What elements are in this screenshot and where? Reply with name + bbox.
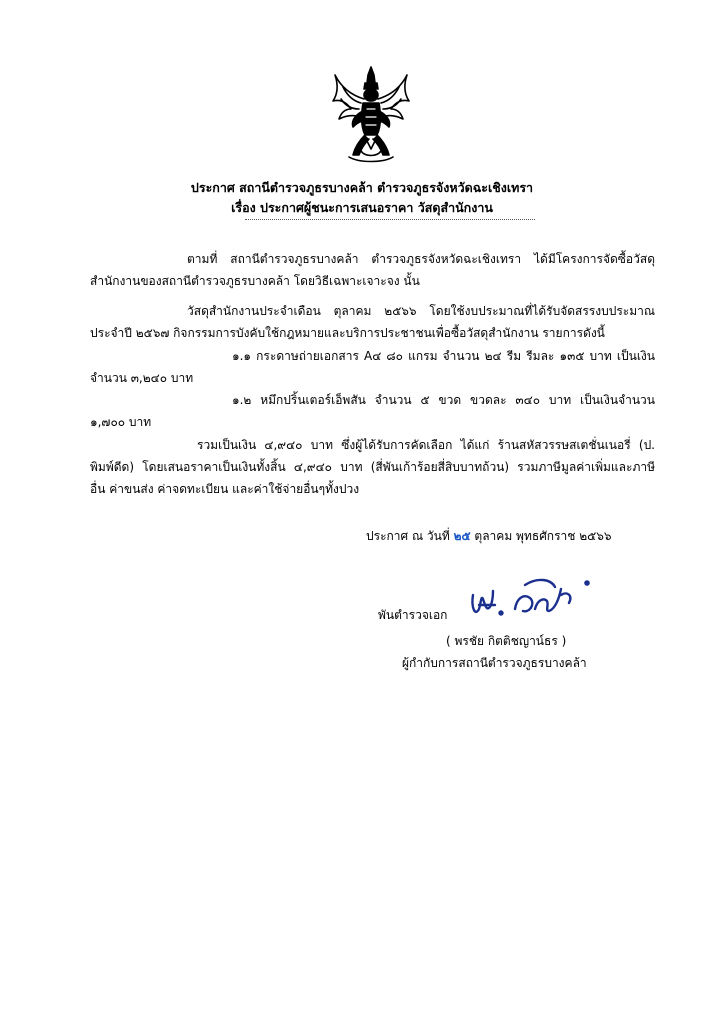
announcement-title: ประกาศ สถานีตำรวจภูธรบางคล้า ตำรวจภูธรจังหวัดฉะเชิงเทรา	[190, 180, 534, 195]
announcement-subject: เรื่อง ประกาศผู้ชนะการเสนอราคา วัสดุสำนักงาน	[231, 200, 493, 215]
paragraph-2-line-1: วัสดุสำนักงานประจำเดือน ตุลาคม ๒๕๖๖ โดยใช้งบประมาณที่ได้รับจัดสรรงบประมาณ	[187, 304, 655, 318]
item-1-line-2: จำนวน ๓,๒๔๐ บาท	[90, 371, 194, 385]
title-divider	[245, 219, 535, 220]
item-2-line-1: ๑.๒ หมึกปริ้นเตอร์เอ็พสัน จำนวน ๕ ขวด ขวดละ ๓๔๐ บาท เป็นเงินจำนวน	[232, 393, 655, 407]
date-day: ๒๕	[453, 529, 471, 543]
date-suffix: ตุลาคม พุทธศักราช ๒๕๖๖	[474, 529, 612, 543]
announcement-date	[366, 527, 611, 546]
paragraph-3-line-3: อื่น ค่าขนส่ง ค่าจดทะเบียน และค่าใช้จ่ายอื่นๆทั้งปวง	[90, 482, 360, 496]
paragraph-2-line-2: ประจำปี ๒๕๖๗ กิจกรรมการบังคับใช้กฎหมายและบริการประชาชนเพื่อซื้อวัสดุสำนักงาน รายการดังนี้	[90, 326, 605, 340]
garuda-emblem-icon	[331, 65, 411, 165]
paragraph-1-line-2: สำนักงานของสถานีตำรวจภูธรบางคล้า โดยวิธีเฉพาะเจาะจง นั้น	[90, 274, 420, 288]
date-prefix: ประกาศ ณ วันที่	[366, 529, 450, 543]
signer-rank: พันตำรวจเอก	[378, 608, 448, 622]
handwritten-signature	[465, 565, 595, 620]
paragraph-1-line-1: ตามที่ สถานีตำรวจภูธรบางคล้า ตำรวจภูธรจังหวัดฉะเชิงเทรา ได้มีโครงการจัดซื้อวัสดุ	[187, 252, 655, 266]
item-1-line-1: ๑.๑ กระดาษถ่ายเอกสาร A๔ ๘๐ แกรม จำนวน ๒๔ รีม รีมละ ๑๓๕ บาท เป็นเงิน	[232, 349, 655, 363]
paragraph-3-line-2: พิมพ์ดีด) โดยเสนอราคาเป็นเงินทั้งสิ้น ๔,๙๔๐ บาท (สี่พันเก้าร้อยสี่สิบบาทถ้วน) รวมภาษีมูลค่าเพิ่มและภาษี	[90, 460, 655, 474]
item-2-line-2: ๑,๗๐๐ บาท	[90, 415, 152, 429]
paragraph-3-line-1: รวมเป็นเงิน ๔,๙๔๐ บาท ซึ่งผู้ได้รับการคัดเลือก ได้แก่ ร้านสหัสวรรษสเตชั่นเนอรี่ (ป.	[197, 438, 655, 452]
signer-name: ( พรชัย กิตติชญาน์ธร )	[446, 634, 567, 648]
signer-position: ผู้กำกับการสถานีตำรวจภูธรบางคล้า	[402, 656, 587, 670]
